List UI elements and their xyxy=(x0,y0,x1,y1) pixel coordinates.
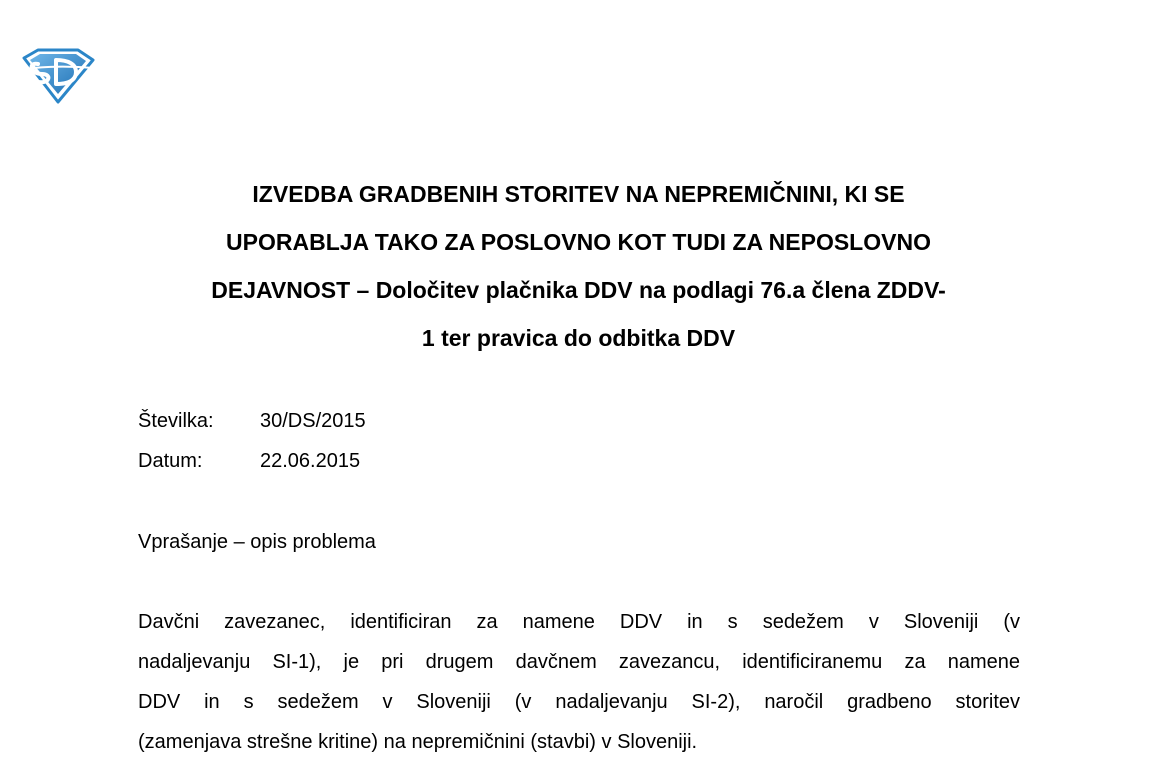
paragraph-line: nadaljevanju SI-1), je pri drugem davčnem zavezancu, identificiranemu za namene xyxy=(138,651,1020,673)
body-paragraph xyxy=(138,602,1020,762)
date-label: Datum: xyxy=(138,450,203,472)
sd-logo-icon xyxy=(20,48,96,104)
paragraph-line: (zamenjava strešne kritine) na nepremičnini (stavbi) v Sloveniji. xyxy=(138,731,698,753)
paragraph-line: Davčni zavezanec, identificiran za namene DDV in s sedežem v Sloveniji (v xyxy=(138,611,1020,633)
title-line: DEJAVNOST – Določitev plačnika DDV na podlagi 76.a člena ZDDV- xyxy=(211,277,946,303)
paragraph-line: DDV in s sedežem v Sloveniji (v nadaljevanju SI-2), naročil gradbeno storitev xyxy=(138,691,1020,713)
date-value: 22.06.2015 xyxy=(260,450,361,472)
meta-row-date xyxy=(138,441,366,481)
section-heading: Vprašanje – opis problema xyxy=(138,531,376,553)
number-label: Številka: xyxy=(138,410,214,432)
title-line: IZVEDBA GRADBENIH STORITEV NA NEPREMIČNINI, KI SE xyxy=(252,181,905,207)
number-value: 30/DS/2015 xyxy=(260,410,366,432)
document-title xyxy=(130,170,1027,362)
title-line: 1 ter pravica do odbitka DDV xyxy=(421,325,736,351)
document-meta xyxy=(138,401,366,481)
title-line: UPORABLJA TAKO ZA POSLOVNO KOT TUDI ZA NEPOSLOVNO xyxy=(226,229,931,255)
meta-row-number xyxy=(138,401,366,441)
